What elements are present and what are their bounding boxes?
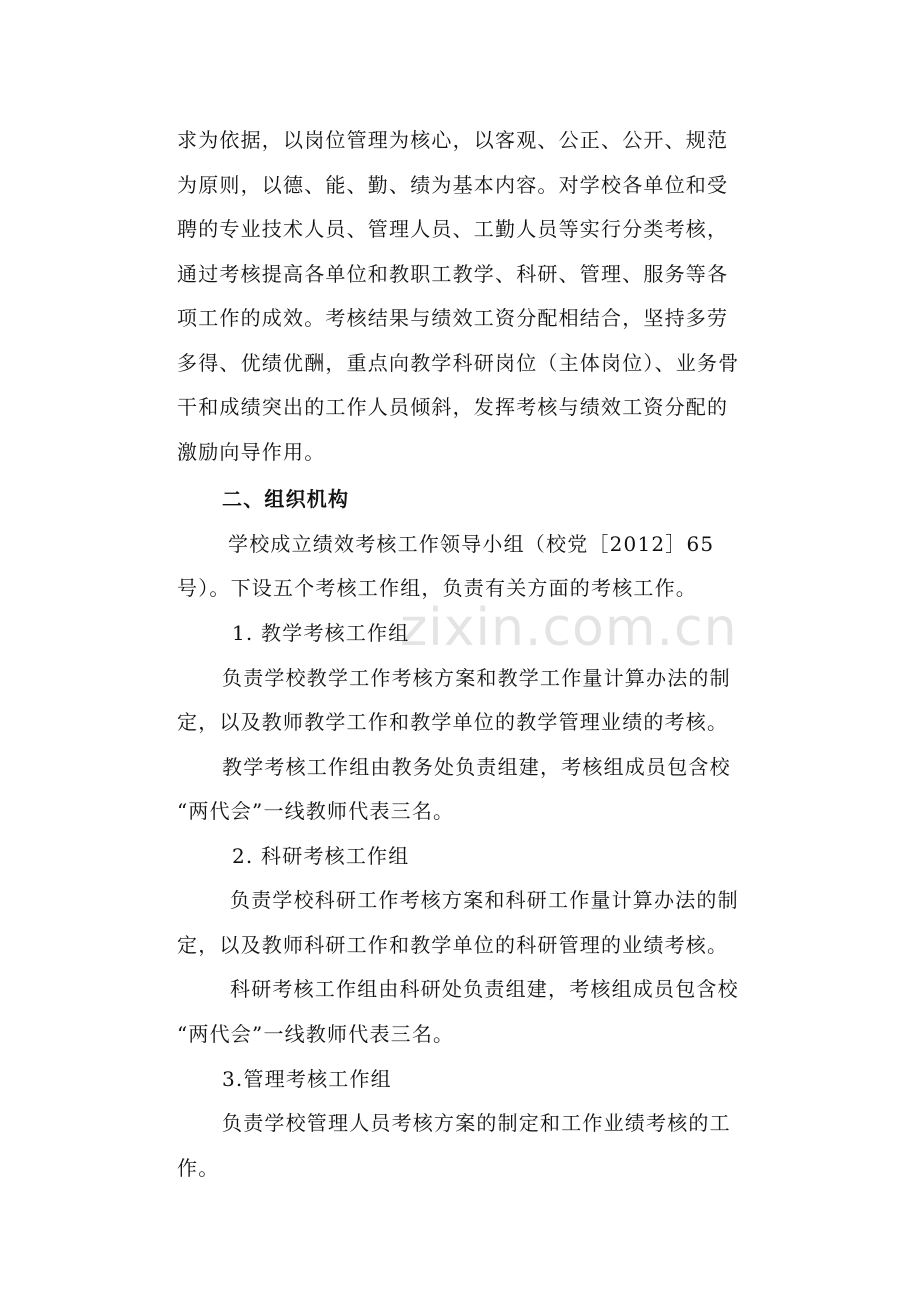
- subsection-title: 2. 科研考核工作组: [232, 844, 410, 868]
- text-line: 科研考核工作组由科研处负责组建，考核组成员包含校: [230, 977, 739, 1001]
- text-line: 定，以及教师科研工作和教学单位的科研管理的业绩考核。: [177, 933, 729, 957]
- text-line: 干和成绩突出的工作人员倾斜，发挥考核与绩效工资分配的: [177, 395, 729, 419]
- text-line: 教学考核工作组由教务处负责组建，考核组成员包含校: [222, 755, 731, 779]
- text-line: 多得、优绩优酬，重点向教学科研岗位（主体岗位）、业务骨: [177, 351, 740, 375]
- text-line: 负责学校管理人员考核方案的制定和工作业绩考核的工: [222, 1111, 731, 1135]
- text-line: 聘的专业技术人员、管理人员、工勤人员等实行分类考核，: [177, 217, 729, 241]
- text-line: 负责学校教学工作考核方案和教学工作量计算办法的制: [222, 666, 731, 690]
- text-line: “两代会”一线教师代表三名。: [177, 799, 455, 823]
- text-line: 通过考核提高各单位和教职工教学、科研、管理、服务等各: [177, 262, 729, 286]
- text-line: 负责学校科研工作考核方案和科研工作量计算办法的制: [230, 888, 739, 912]
- text-line: 定，以及教师教学工作和教学单位的教学管理业绩的考核。: [177, 710, 729, 734]
- text-line: “两代会”一线教师代表三名。: [177, 1022, 455, 1046]
- text-line: 作。: [177, 1156, 220, 1180]
- subsection-title: 3.管理考核工作组: [222, 1067, 392, 1091]
- text-line: 求为依据，以岗位管理为核心，以客观、公正、公开、规范: [177, 128, 729, 152]
- watermark: zixin.com.cn: [400, 598, 738, 658]
- text-line: 号）。下设五个考核工作组，负责有关方面的考核工作。: [177, 576, 697, 600]
- text-line: 激励向导作用。: [177, 440, 326, 464]
- text-line: 项工作的成效。考核结果与绩效工资分配相结合，坚持多劳: [177, 306, 729, 330]
- text-line: 为原则，以德、能、勤、绩为基本内容。对学校各单位和受: [177, 173, 729, 197]
- section-heading: 二、组织机构: [222, 487, 350, 511]
- subsection-title: 1. 教学考核工作组: [232, 621, 410, 645]
- text-line: 学校成立绩效考核工作领导小组（校党［2012］65: [228, 532, 715, 556]
